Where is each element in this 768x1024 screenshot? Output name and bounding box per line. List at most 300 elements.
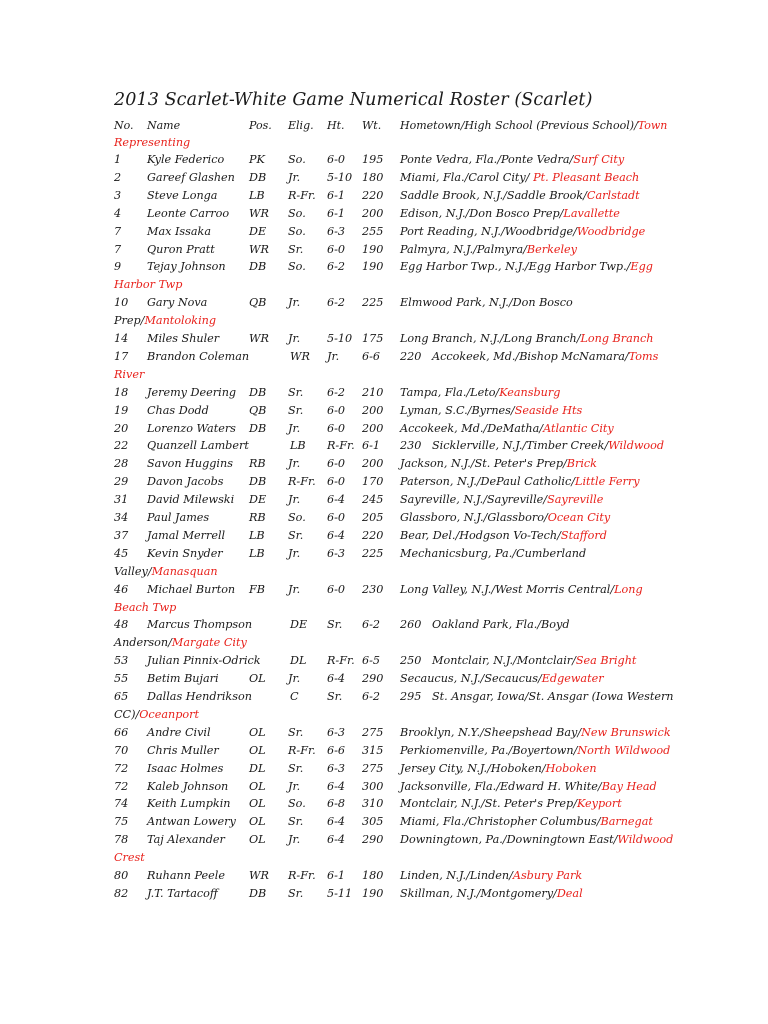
cell-pos: DB [249,385,267,399]
cell-pos: DB [249,421,267,435]
cell-ht: 6-0 [327,475,346,489]
cell-pos: OL [249,725,266,739]
cell-no: 29 [114,475,129,489]
cell-no: 1 [114,153,122,166]
table-row [0,527,768,544]
cell-hometown [400,778,657,795]
cell-elig: Jr. [288,296,301,310]
cell-ht: 6-3 [327,725,346,739]
hometown-school: Mechanicsburg, Pa./Cumberland [400,546,587,560]
cell-pos: OL [249,779,266,793]
table-row [0,455,768,472]
cell-name: Gareef Glashen [147,170,235,184]
town-represented: New Brunswick [581,725,671,739]
cell-ht: 6-0 [327,242,346,256]
cell-no: 28 [114,457,129,471]
cell-no: 7 [114,242,122,256]
continuation-town: Oceanport [139,707,199,721]
cell-wt: 260 [400,618,422,632]
cell-pos: DB [249,886,267,900]
town-represented: Carlstadt [586,188,640,202]
hometown-school: Downingtown, Pa./Downingtown East/ [400,833,618,847]
town-represented: Barnegat [600,815,653,829]
hometown-school: Accokeek, Md./Bishop McNamara/ [432,349,629,363]
table-row-continuation [0,634,768,651]
cell-hometown [400,223,645,240]
cell-ht: 6-0 [327,511,346,524]
cell-elig: R-Fr. [327,654,355,668]
cell-pos: RB [249,511,266,524]
continuation-text [114,276,182,293]
hometown-school: Glassboro, N.J./Glassboro/ [400,511,548,524]
cell-elig: So. [288,224,306,238]
hometown-school: Jacksonville, Fla./Edward H. White/ [400,779,602,793]
cell-hometown [400,545,586,562]
header-row [0,117,768,134]
town-represented: Keansburg [499,385,561,399]
cell-ht: 6-4 [327,815,346,829]
cell-ht: 6-2 [362,690,381,703]
cell-pos: OL [249,797,266,811]
cell-elig: Jr. [288,779,301,793]
cell-ht: 6-1 [362,439,381,453]
cell-pos: DL [249,761,266,775]
table-row-continuation [0,312,768,329]
table-row [0,831,768,848]
cell-elig: So. [288,153,306,166]
cell-hometown [400,384,560,401]
hometown-school: Sicklerville, N.J./Timber Creek/ [432,439,609,453]
cell-hometown [432,652,636,669]
continuation-text [114,706,199,723]
cell-no: 82 [114,886,129,900]
cell-hometown [400,670,604,687]
cell-no: 18 [114,385,129,399]
header-wt: Wt. [362,119,382,132]
cell-elig: Jr. [288,332,301,345]
cell-pos: DE [249,224,267,238]
header-pos: Pos. [249,119,272,132]
table-row [0,545,768,562]
cell-no: 17 [114,349,129,363]
hometown-school: Egg Harbor Twp., N.J./Egg Harbor Twp./ [400,260,631,274]
table-row [0,187,768,204]
cell-wt: 190 [362,886,384,900]
cell-no: 70 [114,743,129,757]
cell-wt: 200 [362,206,384,220]
cell-no: 75 [114,815,129,829]
town-represented: Atlantic City [543,421,614,435]
continuation-town: Mantoloking [144,314,217,328]
town-represented: Edgewater [541,672,604,686]
cell-hometown [400,491,603,508]
table-row [0,885,768,902]
hometown-school: Oakland Park, Fla./Boyd [432,618,570,632]
town-represented: Hoboken [545,761,597,775]
hometown-school: Secaucus, N.J./Secaucus/ [400,672,542,686]
header-previous-school: (Previous School)/ [536,119,638,132]
cell-hometown [432,437,664,454]
cell-pos: WR [249,242,269,256]
table-row-continuation [0,706,768,723]
cell-ht: 6-0 [327,421,346,435]
cell-name: Antwan Lowery [147,815,236,829]
cell-elig: Jr. [288,582,301,596]
hometown-school: Paterson, N.J./DePaul Catholic/ [400,475,576,489]
cell-pos: LB [249,546,265,560]
cell-ht: 6-3 [327,546,346,560]
cell-wt: 220 [362,188,384,202]
cell-elig: Sr. [288,815,304,829]
hometown-school: Sayreville, N.J./Sayreville/ [400,493,548,507]
table-row [0,760,768,777]
hometown-school: Saddle Brook, N.J./Saddle Brook/ [400,188,587,202]
cell-wt: 230 [362,582,384,596]
cell-no: 74 [114,797,129,811]
continuation-town: River [114,367,145,381]
hometown-school: Montclair, N.J./Montclair/ [432,654,576,668]
header-continuation [0,134,768,151]
cell-pos: DE [249,493,267,507]
header-no: No. [114,119,134,132]
cell-ht: 6-4 [327,493,346,507]
cell-pos: DE [290,618,308,632]
cell-elig: So. [288,206,306,220]
cell-hometown [400,241,577,258]
table-row [0,742,768,759]
cell-name: Michael Burton [147,582,236,596]
cell-name: J.T. Tartacoff [147,886,218,900]
cell-no: 34 [114,511,129,524]
cell-no: 65 [114,690,129,703]
continuation-town: Beach Twp [114,600,177,614]
cell-name: Tejay Johnson [147,260,226,274]
cell-name: Davon Jacobs [147,475,224,489]
cell-no: 55 [114,672,129,686]
cell-pos: WR [249,206,269,220]
cell-no: 53 [114,654,129,668]
cell-pos: QB [249,296,267,310]
continuation-text [114,634,247,651]
cell-hometown [432,688,674,705]
town-represented: Toms [628,349,659,363]
cell-pos: DB [249,170,267,184]
cell-wt: 290 [362,672,384,686]
cell-ht: 6-8 [327,797,346,811]
cell-hometown [400,294,573,311]
cell-ht: 6-0 [327,582,346,596]
cell-wt: 310 [362,797,384,811]
table-row [0,652,768,669]
cell-name: Quanzell Lambert [147,439,249,453]
header-town-part2: Representing [114,136,191,149]
cell-ht: 6-2 [327,260,346,274]
cell-ht: 6-4 [327,779,346,793]
cell-ht: 6-6 [362,349,381,363]
cell-no: 72 [114,779,129,793]
cell-name: Chas Dodd [147,403,209,417]
cell-wt: 315 [362,743,384,757]
cell-hometown [400,760,597,777]
table-row [0,348,768,365]
cell-ht: 6-0 [327,153,346,166]
cell-no: 48 [114,618,129,632]
cell-name: Brandon Coleman [147,349,250,363]
cell-wt: 200 [362,403,384,417]
cell-wt: 205 [362,511,384,524]
cell-hometown [400,402,582,419]
cell-no: 3 [114,188,122,202]
table-row [0,778,768,795]
cell-ht: 6-4 [327,528,346,542]
cell-wt: 200 [362,457,384,471]
cell-wt: 300 [362,779,384,793]
hometown-school: Lyman, S.C./Byrnes/ [400,403,515,417]
cell-name: Kevin Snyder [147,546,223,560]
cell-no: 46 [114,582,129,596]
table-row [0,241,768,258]
table-row-continuation [0,563,768,580]
town-represented: Long [614,582,643,596]
cell-no: 4 [114,206,122,220]
town-represented: Wildwood [617,833,674,847]
cell-name: Betim Bujari [147,672,219,686]
cell-pos: LB [249,528,265,542]
cell-elig: Jr. [288,833,301,847]
header-ht: Ht. [327,119,345,132]
table-row [0,420,768,437]
cell-name: Steve Longa [147,188,218,202]
hometown-school: Miami, Fla./Carol City/ [400,170,530,184]
cell-pos: OL [249,833,266,847]
cell-ht: 6-0 [327,457,346,471]
cell-no: 20 [114,421,129,435]
cell-no: 78 [114,833,129,847]
cell-wt: 175 [362,332,384,345]
cell-hometown [400,205,620,222]
cell-pos: OL [249,743,266,757]
cell-elig: Jr. [288,457,301,471]
cell-elig: Sr. [288,385,304,399]
cell-no: 2 [114,170,122,184]
cell-hometown [400,581,643,598]
cell-ht: 5-11 [327,886,353,900]
cell-wt: 195 [362,153,384,166]
cell-wt: 220 [362,528,384,542]
cell-no: 14 [114,332,129,345]
table-row-continuation [0,849,768,866]
continuation-text [114,366,144,383]
cell-ht: 6-4 [327,672,346,686]
hometown-school: Long Valley, N.J./West Morris Central/ [400,582,615,596]
cell-name: Kyle Federico [147,153,225,166]
cell-pos: QB [249,403,267,417]
hometown-school: Tampa, Fla./Leto/ [400,385,500,399]
cell-pos: WR [290,349,310,363]
table-row [0,581,768,598]
cell-name: Paul James [147,511,210,524]
town-represented: Berkeley [526,242,577,256]
table-row [0,384,768,401]
cell-hometown [400,187,640,204]
cell-elig: Jr. [288,546,301,560]
cell-name: Chris Muller [147,743,219,757]
cell-wt: 275 [362,761,384,775]
cell-hometown [400,813,653,830]
cell-hometown [432,616,570,633]
hometown-school: Bear, Del./Hodgson Vo-Tech/ [400,528,561,542]
cell-pos: LB [290,439,306,453]
table-row [0,223,768,240]
cell-elig: Sr. [288,242,304,256]
cell-name: Ruhann Peele [147,869,225,882]
table-row [0,867,768,884]
cell-ht: 5-10 [327,332,353,345]
table-row [0,813,768,830]
cell-elig: So. [288,797,306,811]
cell-elig: R-Fr. [288,188,316,202]
table-row [0,491,768,508]
cell-no: 31 [114,493,129,507]
town-represented: Bay Head [601,779,657,793]
continuation-school: CC)/ [114,707,140,721]
town-represented: Pt. Pleasant Beach [529,170,640,184]
cell-hometown [400,724,671,741]
cell-wt: 190 [362,260,384,274]
cell-name: Julian Pinnix-Odrick [147,654,261,668]
header-elig: Elig. [288,119,314,132]
hometown-school: Montclair, N.J./St. Peter's Prep/ [400,797,577,811]
continuation-text [114,312,216,329]
cell-hometown [400,831,673,848]
header-town-part1: Town [637,119,668,132]
cell-ht: 6-6 [327,743,346,757]
cell-pos: RB [249,457,266,471]
cell-hometown [400,795,622,812]
cell-wt: 170 [362,475,384,489]
town-represented: Asbury Park [512,869,583,882]
header-hometown-label: Hometown/High School [400,119,533,132]
cell-elig: Sr. [288,761,304,775]
cell-ht: 6-1 [327,188,346,202]
cell-elig: Sr. [288,725,304,739]
table-row [0,795,768,812]
continuation-town: Manasquan [151,564,218,578]
cell-wt: 250 [400,654,422,668]
town-represented: Sayreville [547,493,604,507]
cell-name: Taj Alexander [147,833,225,847]
table-row [0,616,768,633]
table-row [0,437,768,454]
cell-ht: 6-2 [327,296,346,310]
cell-name: Quron Pratt [147,242,215,256]
town-represented: North Wildwood [577,743,671,757]
table-row [0,205,768,222]
hometown-school: Brooklyn, N.Y./Sheepshead Bay/ [400,725,582,739]
cell-hometown [400,151,624,168]
cell-pos: PK [249,153,265,166]
cell-no: 45 [114,546,129,560]
cell-name: Keith Lumpkin [147,797,231,811]
cell-ht: 5-10 [327,170,353,184]
header-name: Name [147,119,181,132]
cell-elig: Jr. [288,170,301,184]
continuation-school: Anderson/ [114,636,172,650]
continuation-school: Valley/ [114,564,152,578]
town-represented: Egg [630,260,653,274]
table-row-continuation [0,276,768,293]
table-row [0,724,768,741]
cell-wt: 180 [362,869,384,882]
cell-wt: 305 [362,815,384,829]
cell-elig: Jr. [327,349,340,363]
cell-hometown [400,509,610,526]
cell-ht: 6-1 [327,869,346,882]
cell-wt: 225 [362,296,384,310]
cell-name: Dallas Hendrikson [147,690,252,703]
header-hometown [400,117,667,134]
cell-hometown [400,258,653,275]
town-represented: Ocean City [547,511,611,524]
cell-no: 19 [114,403,129,417]
town-represented: Long Branch [580,332,654,345]
town-represented: Lavallette [563,206,620,220]
cell-name: Isaac Holmes [147,761,224,775]
cell-hometown [400,867,582,884]
cell-elig: Jr. [288,493,301,507]
table-row [0,402,768,419]
town-represented: Sea Bright [575,654,637,668]
hometown-school: Edison, N.J./Don Bosco Prep/ [400,206,564,220]
cell-wt: 275 [362,725,384,739]
cell-elig: Sr. [288,528,304,542]
cell-pos: OL [249,815,266,829]
table-row [0,258,768,275]
cell-pos: LB [249,188,265,202]
table-row-continuation [0,366,768,383]
cell-hometown [400,169,639,186]
table-row [0,151,768,168]
continuation-town: Margate City [171,636,247,650]
hometown-school: Miami, Fla./Christopher Columbus/ [400,815,601,829]
cell-pos: DL [290,654,307,668]
cell-no: 72 [114,761,129,775]
hometown-school: Linden, N.J./Linden/ [400,869,513,882]
cell-elig: R-Fr. [288,869,316,882]
town-represented: Surf City [573,153,625,166]
cell-elig: R-Fr. [288,475,316,489]
hometown-school: Perkiomenville, Pa./Boyertown/ [400,743,578,757]
hometown-school: Long Branch, N.J./Long Branch/ [400,332,581,345]
cell-ht: 6-1 [327,206,346,220]
town-represented: Little Ferry [575,475,640,489]
cell-ht: 6-3 [327,224,346,238]
cell-pos: C [290,690,299,703]
cell-name: Leonte Carroo [147,206,230,220]
cell-elig: So. [288,260,306,274]
cell-name: David Milewski [147,493,235,507]
cell-wt: 180 [362,170,384,184]
cell-name: Miles Shuler [147,332,220,345]
hometown-school: Jersey City, N.J./Hoboken/ [400,761,546,775]
cell-name: Max Issaka [147,224,212,238]
town-represented: Keyport [576,797,622,811]
cell-hometown [400,455,597,472]
cell-ht: 6-5 [362,654,381,668]
table-row [0,509,768,526]
cell-pos: WR [249,332,269,345]
table-row [0,169,768,186]
